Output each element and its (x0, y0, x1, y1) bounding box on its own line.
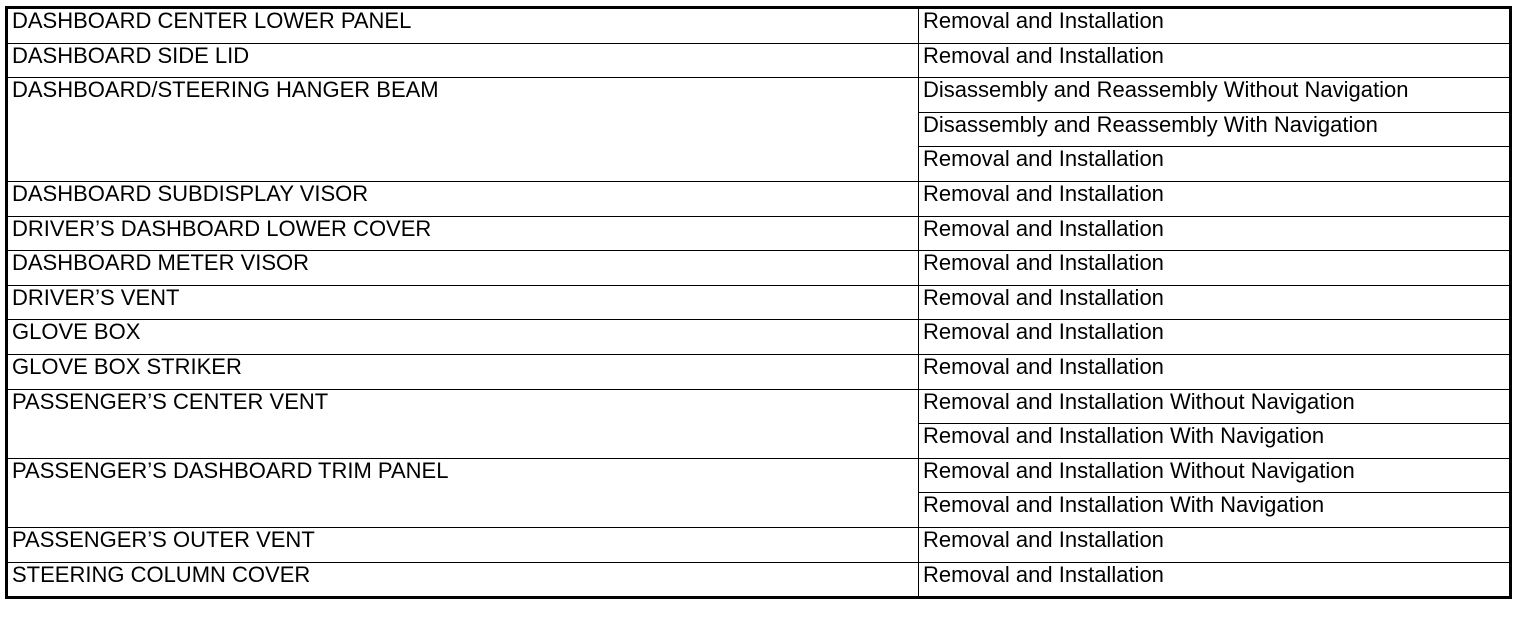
procedure-link[interactable]: Disassembly and Reassembly Without Navigation (919, 78, 1511, 113)
procedure-index-body (7, 8, 1511, 598)
component-name-cell: STEERING COLUMN COVER (7, 562, 919, 598)
procedure-link[interactable]: Removal and Installation (919, 285, 1511, 320)
procedure-link[interactable]: Removal and Installation (919, 562, 1511, 598)
table-row (7, 43, 1511, 78)
component-name-cell: DRIVER’S VENT (7, 285, 919, 320)
procedure-index-table (5, 6, 1512, 599)
component-name-cell: GLOVE BOX STRIKER (7, 354, 919, 389)
table-row (7, 78, 1511, 113)
procedure-link[interactable]: Removal and Installation (919, 8, 1511, 44)
procedure-link[interactable]: Removal and Installation With Navigation (919, 493, 1511, 528)
procedure-link[interactable]: Removal and Installation Without Navigation (919, 458, 1511, 493)
table-row (7, 285, 1511, 320)
procedure-link[interactable]: Removal and Installation (919, 320, 1511, 355)
table-row (7, 527, 1511, 562)
table-row (7, 458, 1511, 493)
procedure-link[interactable]: Removal and Installation (919, 216, 1511, 251)
component-name-cell: DASHBOARD SUBDISPLAY VISOR (7, 181, 919, 216)
component-name-cell: PASSENGER’S DASHBOARD TRIM PANEL (7, 458, 919, 527)
procedure-link[interactable]: Removal and Installation With Navigation (919, 424, 1511, 459)
component-name-cell: DRIVER’S DASHBOARD LOWER COVER (7, 216, 919, 251)
procedure-link[interactable]: Removal and Installation (919, 354, 1511, 389)
procedure-link[interactable]: Removal and Installation Without Navigation (919, 389, 1511, 424)
table-row (7, 216, 1511, 251)
procedure-link[interactable]: Removal and Installation (919, 251, 1511, 286)
table-row (7, 181, 1511, 216)
table-row (7, 8, 1511, 44)
table-row (7, 562, 1511, 598)
table-row (7, 320, 1511, 355)
procedure-link[interactable]: Removal and Installation (919, 527, 1511, 562)
component-name-cell: DASHBOARD SIDE LID (7, 43, 919, 78)
component-name-cell: DASHBOARD/STEERING HANGER BEAM (7, 78, 919, 182)
table-row (7, 389, 1511, 424)
component-name-cell: GLOVE BOX (7, 320, 919, 355)
procedure-link[interactable]: Disassembly and Reassembly With Navigation (919, 112, 1511, 147)
component-name-cell: DASHBOARD CENTER LOWER PANEL (7, 8, 919, 44)
procedure-link[interactable]: Removal and Installation (919, 147, 1511, 182)
component-name-cell: PASSENGER’S OUTER VENT (7, 527, 919, 562)
component-name-cell: DASHBOARD METER VISOR (7, 251, 919, 286)
procedure-link[interactable]: Removal and Installation (919, 43, 1511, 78)
table-row (7, 251, 1511, 286)
component-name-cell: PASSENGER’S CENTER VENT (7, 389, 919, 458)
procedure-link[interactable]: Removal and Installation (919, 181, 1511, 216)
table-row (7, 354, 1511, 389)
